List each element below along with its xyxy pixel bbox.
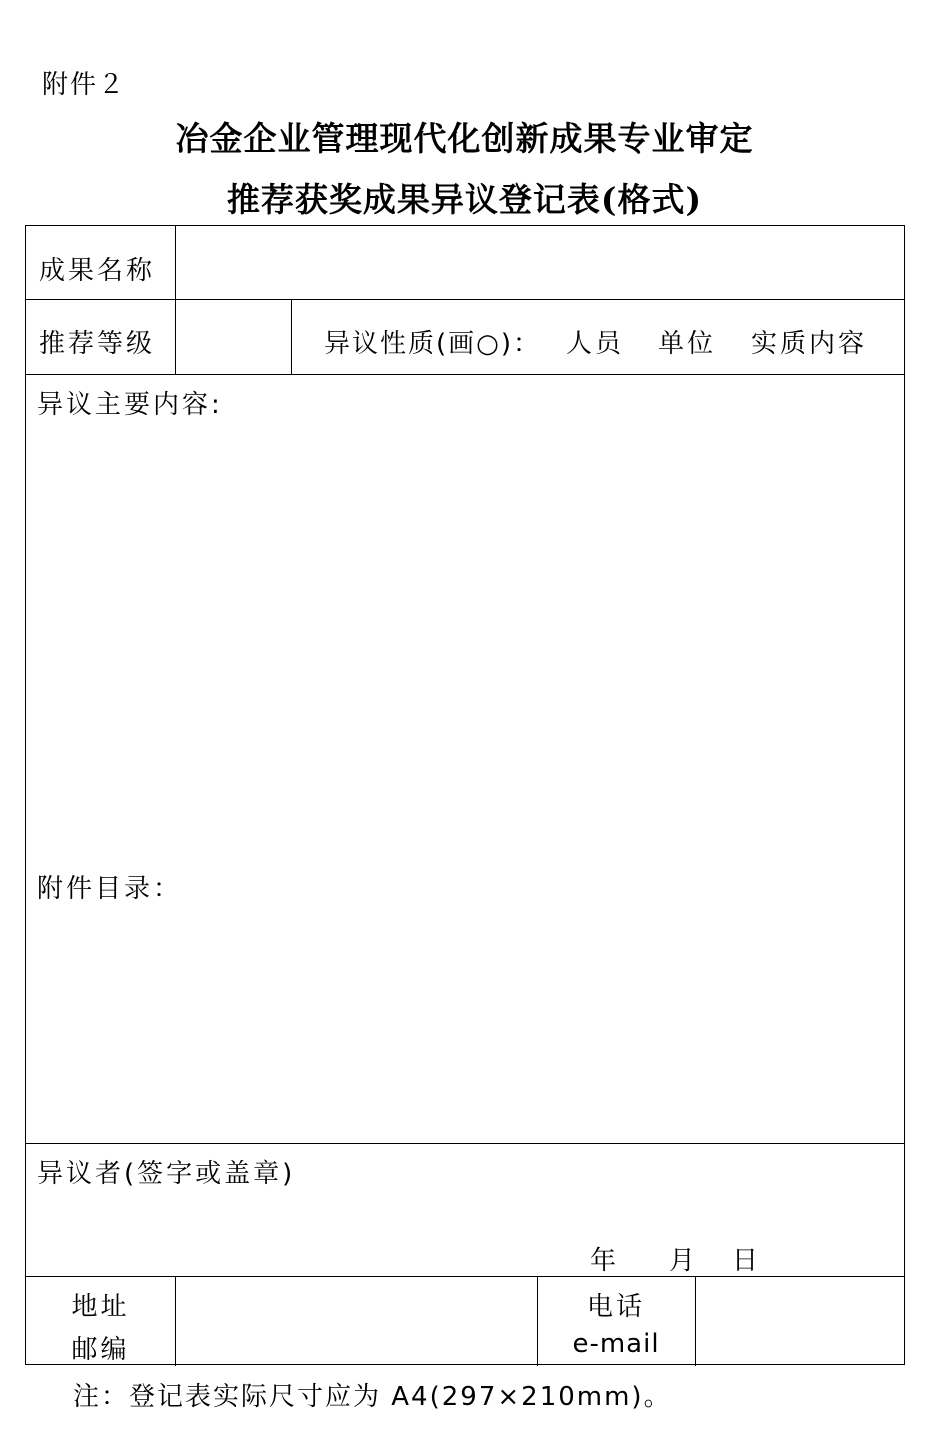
objector-signature-label: 异议者(签字或盖章) — [37, 1159, 296, 1189]
attachment-list-area[interactable] — [36, 906, 896, 1126]
recommend-grade-field[interactable] — [186, 323, 286, 353]
objection-option-content[interactable]: 实质内容 — [751, 329, 868, 359]
form-title-line-1: 冶金企业管理现代化创新成果专业审定 — [175, 119, 754, 158]
objection-option-person[interactable]: 人员 — [566, 329, 625, 359]
attachment-label: 附件２ — [42, 70, 127, 100]
label-column-divider-bottom — [175, 1276, 176, 1366]
objection-main-content-area[interactable] — [36, 421, 896, 851]
attachment-list-label: 附件目录： — [37, 874, 183, 904]
row-divider-4 — [26, 1276, 904, 1277]
phone-label: 电话 — [586, 1292, 645, 1322]
contact-divider-2 — [695, 1276, 696, 1366]
address-postcode-field[interactable] — [186, 1301, 526, 1331]
recommend-grade-label: 推荐等级 — [39, 329, 156, 359]
address-label: 地址 — [71, 1292, 130, 1322]
objection-nature-label: 异议性质(画○)： — [324, 329, 541, 359]
objection-option-unit[interactable]: 单位 — [658, 329, 717, 359]
date-day-label: 日 — [732, 1246, 762, 1276]
size-note: 注：登记表实际尺寸应为 A4(297×210mm)。 — [73, 1382, 672, 1412]
row-divider-2 — [26, 374, 904, 375]
label-column-divider-top — [175, 226, 176, 374]
objection-registration-form — [25, 225, 905, 1365]
postcode-label: 邮编 — [71, 1335, 130, 1365]
achievement-name-label: 成果名称 — [39, 256, 156, 286]
date-month-label: 月 — [669, 1246, 699, 1276]
row-divider-1 — [26, 299, 904, 300]
phone-email-field[interactable] — [706, 1301, 896, 1331]
form-title-line-2: 推荐获奖成果异议登记表(格式) — [226, 180, 703, 219]
email-label: e-mail — [572, 1329, 660, 1359]
achievement-name-field[interactable] — [191, 250, 891, 280]
row-divider-3 — [26, 1143, 904, 1144]
date-year-label: 年 — [590, 1246, 620, 1276]
grade-column-divider — [291, 299, 292, 374]
objection-main-content-label: 异议主要内容: — [37, 390, 223, 420]
